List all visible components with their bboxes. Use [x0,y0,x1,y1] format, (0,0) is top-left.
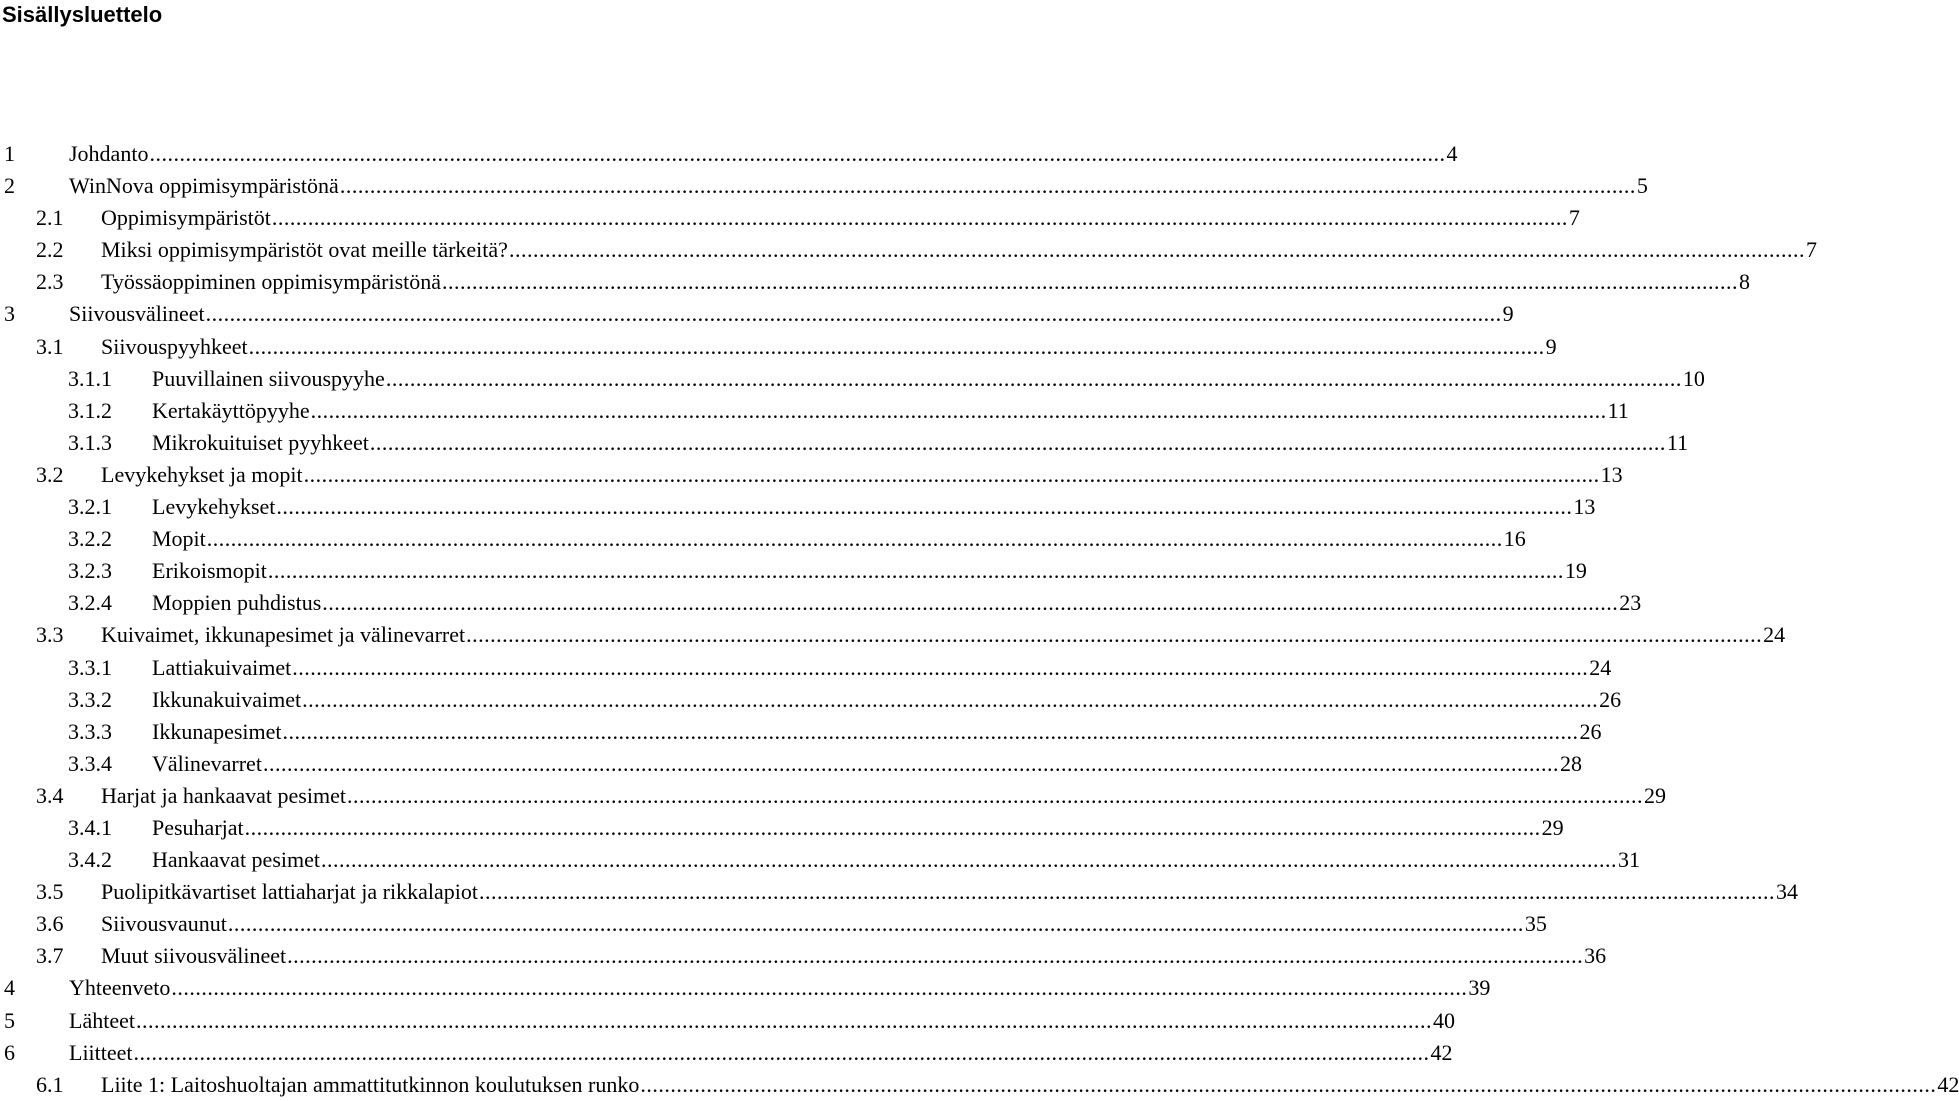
toc-entry-line [69,298,1514,330]
toc-entry-line [152,523,1526,555]
toc-entry[interactable] [0,555,1587,587]
toc-entry-line [101,619,1786,651]
toc-entry-label: Levykehykset ja mopit [101,461,303,487]
toc-entry-line [69,138,1458,170]
toc-entry-page: 5 [1636,173,1648,199]
toc-entry-page: 19 [1564,558,1587,584]
toc-dot-leader: ........................................................................................................................................................................................................................ [271,205,1568,231]
toc-dot-leader: ........................................................................................................................................................................................................................ [346,782,1643,808]
toc-entry[interactable] [0,972,1491,1004]
toc-entry-label: Työssäoppiminen oppimisympäristönä [101,269,442,295]
toc-entry-page: 36 [1584,943,1607,969]
toc-entry-label: Johdanto [69,141,149,166]
toc-entry-line [152,363,1705,395]
toc-entry-page: 8 [1739,269,1751,295]
toc-entry-number: 3.3.1 [68,654,112,680]
toc-entry-number: 3.2 [36,461,64,487]
toc-entry[interactable] [0,748,1582,780]
toc-entry-line [152,491,1596,523]
toc-entry-line [152,427,1689,459]
toc-entry[interactable] [0,812,1564,844]
toc-entry-label: Mikrokuituiset pyyhkeet [152,429,369,455]
toc-entry-line [101,1069,1959,1101]
toc-entry-page: 4 [1446,141,1458,166]
toc-entry[interactable] [0,331,1557,363]
toc-entry-line [152,812,1564,844]
toc-entry-number: 6 [4,1039,15,1065]
toc-entry-line [101,780,1666,812]
toc-entry-number: 3 [4,301,15,327]
toc-entry-label: Liitteet [69,1039,133,1065]
toc-entry-line [152,652,1612,684]
toc-entry-label: Kuivaimet, ikkunapesimet ja välinevarret [101,622,466,648]
toc-entry-page: 42 [1430,1039,1453,1065]
toc-entry-label: Siivousvälineet [69,301,205,327]
toc-entry-label: Ikkunapesimet [152,718,282,744]
toc-dot-leader: ........................................................................................................................................................................................................................ [310,397,1607,423]
toc-entry[interactable] [0,780,1666,812]
toc-entry-page: 29 [1541,814,1564,840]
toc-entry-number: 3.1 [36,333,64,359]
toc-entry[interactable] [0,940,1607,972]
toc-entry-page: 9 [1545,333,1557,359]
toc-entry[interactable] [0,234,1817,266]
toc-entry-page: 40 [1432,1007,1455,1033]
toc-entry-label: Puolipitkävartiset lattiaharjat ja rikkalapiot [101,879,478,905]
toc-entry-page: 28 [1559,750,1582,776]
toc-dot-leader: ........................................................................................................................................................................................................................ [369,429,1666,455]
toc-entry-label: Siivouspyyhkeet [101,333,248,359]
toc-entry-page: 29 [1643,782,1666,808]
toc-entry[interactable] [0,908,1547,940]
toc-entry-page: 31 [1618,847,1640,873]
toc-entry-number: 3.3 [36,622,64,648]
toc-entry-label: Mopit [152,526,206,552]
toc-entry[interactable] [0,459,1623,491]
toc-entry-page: 34 [1775,879,1798,905]
toc-dot-leader: ........................................................................................................................................................................................................................ [135,1007,1432,1033]
toc-entry-label: Hankaavat pesimet [152,847,320,873]
toc-entry[interactable] [0,363,1705,395]
toc-entry-number: 3.2.4 [68,590,112,616]
toc-entry-number: 3.1.3 [68,429,112,455]
toc-entry[interactable] [0,298,1514,330]
toc-entry-number: 2 [4,173,15,199]
toc-entry-label: Moppien puhdistus [152,590,322,616]
toc-entry-label: Yhteenveto [69,975,171,1001]
toc-entry-number: 3.4.1 [68,814,112,840]
toc-entry-number: 3.4 [36,782,64,808]
toc-entry-number: 3.2.1 [68,494,112,520]
toc-entry-page: 10 [1682,365,1705,391]
toc-entry[interactable] [0,427,1689,459]
toc-entry[interactable] [0,716,1602,748]
toc-entry-label: Miksi oppimisympäristöt ovat meille tärkeitä? [101,237,508,263]
toc-entry-line [101,876,1798,908]
toc-dot-leader: ........................................................................................................................................................................................................................ [339,173,1636,199]
toc-entry-page: 26 [1579,718,1602,744]
toc-entry-page: 7 [1568,205,1580,231]
toc-entry-number: 3.3.3 [68,718,112,744]
toc-dot-leader: ........................................................................................................................................................................................................................ [466,622,1763,648]
toc-dot-leader: ........................................................................................................................................................................................................................ [303,461,1600,487]
toc-entry-line [101,940,1607,972]
toc-entry-line [101,266,1751,298]
toc-entry-number: 3.3.4 [68,750,112,776]
toc-entry-line [69,972,1491,1004]
toc-entry-page: 7 [1805,237,1817,263]
toc-entry-label: Ikkunakuivaimet [152,686,302,712]
toc-entry-number: 3.6 [36,911,64,937]
toc-entry-number: 3.4.2 [68,847,112,873]
toc-entry-line [152,748,1582,780]
toc-dot-leader: ........................................................................................................................................................................................................................ [640,1071,1937,1097]
toc-entry-line [152,555,1587,587]
toc-entry-label: Oppimisympäristöt [101,205,271,231]
toc-entry-number: 6.1 [36,1071,64,1097]
toc-entry-line [152,844,1640,876]
toc-entry[interactable] [0,587,1642,619]
toc-entry[interactable] [0,170,1648,202]
toc-entry-label: WinNova oppimisympäristönä [69,173,339,199]
toc-entry[interactable] [0,1005,1455,1037]
toc-entry-line [101,331,1557,363]
toc-entry-line [69,1005,1455,1037]
toc-entry-page: 24 [1763,622,1786,648]
toc-entry[interactable] [0,1037,1453,1069]
toc-dot-leader: ........................................................................................................................................................................................................................ [262,750,1559,776]
toc-dot-leader: ........................................................................................................................................................................................................................ [287,943,1584,969]
toc-entry-label: Välinevarret [152,750,262,776]
toc-entry-page: 11 [1607,397,1629,423]
toc-entry-line [69,170,1648,202]
toc-entry[interactable] [0,876,1798,908]
toc-entry-label: Liite 1: Laitoshuoltajan ammattitutkinnon koulutuksen runko [101,1071,640,1097]
toc-dot-leader: ........................................................................................................................................................................................................................ [248,333,1545,359]
table-of-contents [0,138,1959,1101]
toc-entry-page: 35 [1524,911,1547,937]
toc-entry[interactable] [0,138,1458,170]
toc-dot-leader: ........................................................................................................................................................................................................................ [321,847,1617,873]
toc-entry-page: 13 [1573,494,1596,520]
toc-entry-line [101,234,1817,266]
toc-entry[interactable] [0,844,1640,876]
toc-dot-leader: ........................................................................................................................................................................................................................ [276,494,1573,520]
toc-dot-leader: ........................................................................................................................................................................................................................ [442,269,1739,295]
toc-dot-leader: ........................................................................................................................................................................................................................ [244,814,1541,840]
toc-entry-line [152,395,1629,427]
toc-dot-leader: ........................................................................................................................................................................................................................ [385,365,1682,391]
toc-entry-line [152,587,1642,619]
toc-entry-line [152,684,1622,716]
toc-entry-number: 3.1.1 [68,365,112,391]
toc-entry-number: 3.3.2 [68,686,112,712]
toc-entry-number: 3.2.3 [68,558,112,584]
toc-entry-line [69,1037,1453,1069]
toc-dot-leader: ........................................................................................................................................................................................................................ [133,1039,1430,1065]
toc-entry-page: 26 [1599,686,1622,712]
page-title: Sisällysluettelo [2,2,163,27]
toc-dot-leader: ........................................................................................................................................................................................................................ [267,558,1564,584]
toc-entry[interactable] [0,202,1580,234]
toc-entry-label: Puuvillainen siivouspyyhe [152,365,385,391]
toc-entry-page: 9 [1502,301,1514,327]
toc-entry-label: Kertakäyttöpyyhe [152,397,310,423]
toc-entry-line [152,716,1602,748]
toc-entry-number: 3.7 [36,943,64,969]
toc-dot-leader: ........................................................................................................................................................................................................................ [508,237,1805,263]
toc-dot-leader: ........................................................................................................................................................................................................................ [302,686,1599,712]
toc-entry-label: Levykehykset [152,494,276,520]
toc-entry-label: Muut siivousvälineet [101,943,287,969]
toc-dot-leader: ........................................................................................................................................................................................................................ [478,879,1775,905]
toc-entry-page: 13 [1600,461,1623,487]
toc-entry-page: 16 [1503,526,1526,552]
toc-entry-page: 39 [1468,975,1491,1001]
toc-entry-label: Siivousvaunut [101,911,227,937]
toc-dot-leader: ........................................................................................................................................................................................................................ [322,590,1619,616]
toc-entry[interactable] [0,619,1786,651]
toc-entry-page: 11 [1666,429,1689,455]
toc-dot-leader: ........................................................................................................................................................................................................................ [206,526,1503,552]
toc-entry[interactable] [0,652,1612,684]
toc-entry-label: Lattiakuivaimet [152,654,292,680]
toc-dot-leader: ........................................................................................................................................................................................................................ [292,654,1589,680]
toc-entry-label: Pesuharjat [152,814,244,840]
toc-entry-number: 3.2.2 [68,526,112,552]
toc-entry-label: Lähteet [69,1007,135,1033]
toc-entry-number: 2.2 [36,237,64,263]
toc-entry[interactable] [0,266,1751,298]
toc-entry-number: 2.1 [36,205,64,231]
toc-entry-page: 23 [1619,590,1642,616]
toc-dot-leader: ........................................................................................................................................................................................................................ [227,911,1524,937]
toc-entry[interactable] [0,1069,1959,1101]
toc-entry[interactable] [0,395,1629,427]
toc-entry-line [101,908,1547,940]
toc-entry-number: 2.3 [36,269,64,295]
toc-entry[interactable] [0,523,1526,555]
toc-entry-number: 3.1.2 [68,397,112,423]
toc-dot-leader: ........................................................................................................................................................................................................................ [282,718,1579,744]
toc-entry-page: 24 [1589,654,1612,680]
toc-dot-leader: ........................................................................................................................................................................................................................ [205,301,1502,327]
toc-entry-number: 3.5 [36,879,64,905]
toc-dot-leader: ........................................................................................................................................................................................................................ [171,975,1468,1001]
toc-entry-line [101,202,1580,234]
toc-entry[interactable] [0,684,1622,716]
toc-entry-number: 5 [4,1007,15,1033]
toc-entry-number: 1 [4,141,15,166]
toc-entry-number: 4 [4,975,15,1001]
toc-entry-line [101,459,1623,491]
toc-dot-leader: ........................................................................................................................................................................................................................ [149,141,1446,166]
toc-entry-page: 42 [1937,1071,1959,1097]
toc-entry[interactable] [0,491,1596,523]
toc-entry-label: Harjat ja hankaavat pesimet [101,782,346,808]
toc-entry-label: Erikoismopit [152,558,267,584]
